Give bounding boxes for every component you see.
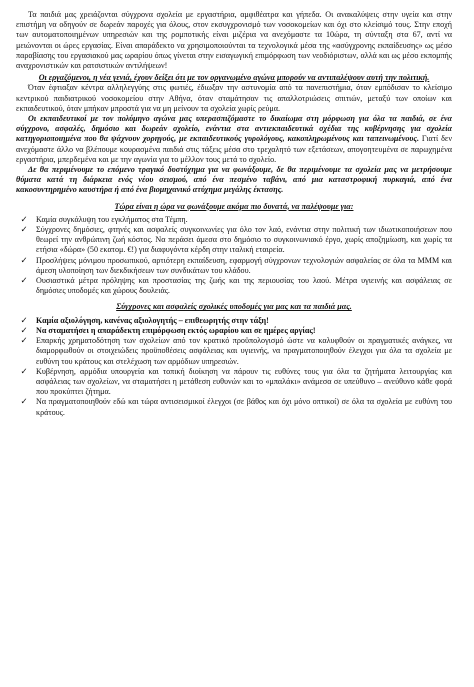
paragraph-wont-wait: Δε θα περιμένουμε το επόμενο τραγικό δυστύχημα για να φωνάξουμε, δε θα περιμένουμε τα σχολεία μας να μετρήσουμε θύματα κατά τη διάρκεια ενός νέου σεισμού, από ένα πεσμένο ταβάνι, από μια καταστροφική πυρκαγιά, από ένα κακοσυντηρημένο καυστήρα ή από ένα βιομηχανικό ατύχημα μεγάλης έκτασης.	[16, 165, 452, 195]
list-item-text: Καμία αξιολόγηση, κανένας αξιολογητής – επιθεωρητής στην τάξη!	[36, 315, 269, 325]
check-mark-icon: ✓	[20, 325, 28, 336]
list-item	[16, 316, 452, 326]
list-item-text: Προσλήψεις μόνιμου προσωπικού, αρτιότερη εκπαίδευση, εφαρμογή σύγχρονων τεχνολογιών ασφαλείας σε όλα τα ΜΜΜ και άμεση υλοποίηση των διεκδικήσεων των συνδικάτων του κλάδου.	[36, 255, 452, 275]
check-mark-icon: ✓	[20, 315, 28, 326]
list-item-text: Σύγχρονες δημόσιες, φτηνές και ασφαλείς συγκοινωνίες για όλο τον λαό, ενάντια στην πολιτική των ιδιωτικοποιήσεων που θεωρεί την ανθρώπινη ζωή κόστος. Να περάσει άμεσα στο δημόσιο το συγκοινωνιακό έργο, χωρίς αποζημίωση, και χωρίς τα ετήσια «δώρα» (50 εκατομ. €!) για διαφυγόντα κέρδη στην ιταλική εταιρεία.	[36, 225, 452, 255]
list-item	[16, 225, 452, 256]
check-mark-icon: ✓	[20, 255, 28, 266]
list-item	[16, 256, 452, 276]
check-mark-icon: ✓	[20, 214, 28, 225]
list-item	[16, 397, 452, 417]
list-item	[16, 336, 452, 367]
check-mark-icon: ✓	[20, 276, 28, 287]
list-item-text: Να πραγματοποιηθούν εδώ και τώρα αντισεισμικοί έλεγχοι (σε βάθος και όχι μόνο οπτικοί) σε όλα τα σχολεία με ευθύνη του κράτους.	[36, 397, 452, 417]
paragraph-teachers	[16, 114, 452, 165]
check-mark-icon: ✓	[20, 225, 28, 236]
heading-school-infrastructure: Σύγχρονες και ασφαλείς σχολικές υποδομές για μας και τα παιδιά μας.	[116, 302, 352, 312]
paragraph-teachers-rest: Γιατί δεν ανεχόμαστε άλλο να βλέπουμε κουρασμένα παιδιά στις τάξεις μέσα στο τρεχαλητό των εξετάσεων, απογοητευμένα σε παρωχημένα εργαστήρια, μπερδεμένα και με την αγωνία για το μέλλον τους μετά το σχολείο.	[16, 134, 452, 164]
demands-list-1	[16, 215, 452, 297]
paragraph-solidarity: Όταν έφτιαξαν κέντρα αλληλεγγύης στις φωτιές, έδιωξαν την αστυνομία από τα πανεπιστήμια, όταν εμπόδισαν το κλείσιμο κεντρικού παιδιατρικού νοσοκομείου στην Αθήνα, όταν σταμάτησαν τις απαλλοτριώσεις σπιτιών, μεταξύ των οποίων και εκπαιδευτικού, όταν μπήκαν μπροστά για να μη μείνουν τα σχολεία χωρίς ρεύμα.	[16, 83, 452, 113]
paragraph-teachers-bold: Οι εκπαιδευτικοί με τον πολύμηνο αγώνα μας υπερασπιζόμαστε το δικαίωμα στη μόρφωση για όλα τα παιδιά, σε ένα σύγχρονο, ασφαλές, δημόσιο και δωρεάν σχολείο, ενάντια στα αντιεκπαιδευτικά σχέδια της κυβέρνησης για σχολεία κατηγοριοποιημένα που θα ψάχνουν χορηγούς, με εκπαιδευτικούς γυρολόγους, κακοπληρωμένους και ταπεινωμένους.	[16, 114, 452, 144]
check-mark-icon: ✓	[20, 366, 28, 377]
intro-paragraph: Τα παιδιά μας χρειάζονται σύγχρονα σχολεία με εργαστήρια, αμφιθέατρα και γήπεδα. Οι ανακαλύψεις στην υγεία και στην επιστήμη να οδηγούν σε δωρεάν παροχές για όλους, στον εκσυγχρονισμό των νοσοκομείων και όχι στο κλείσιμό τους. Στην εποχή των αυτοματοποιημένων υπηρεσιών και της ρομποτικής είναι μιζέρια να ανεχόμαστε τα 10ώρα, τη σύνταξη στα 67, αντί να μειώνονται οι ώρες εργασίας. Είναι απαράδεκτο να χρησιμοποιούνται τα τεχνολογικά μέσα της «ασύγχρονης εκπαίδευσης» ως μέσο παραβίασης του εργασιακού μας ωραρίου όπως γίνεται στην εισαγωγική επιμόρφωση των νεοδιόριστων, αλλά και ως μέσο εκπομπής αναχρονιστικών και ρατσιστικών αντιλήψεων!	[16, 10, 452, 71]
check-mark-icon: ✓	[20, 336, 28, 347]
list-item-text: Να σταματήσει η απαράδεκτη επιμόρφωση εκτός ωραρίου και σε ημέρες αργίας!	[36, 325, 316, 335]
list-item-text: Ουσιαστικά μέτρα πρόληψης και προστασίας της ζωής και της περιουσίας του λαού. Μέτρα υγιεινής και ασφάλειας σε δημόσιες υποδομές και χώρους δουλειάς.	[36, 276, 452, 296]
list-item	[16, 276, 452, 296]
check-mark-icon: ✓	[20, 397, 28, 408]
list-item	[16, 215, 452, 225]
list-item	[16, 326, 452, 336]
list-item	[16, 367, 452, 398]
heading-workers-struggle: Οι εργαζόμενοι, η νέα γενιά, έχουν δείξει ότι με τον οργανωμένο αγώνα μπορούν να αντιπαλέψουν αυτή την πολιτική.	[38, 73, 430, 83]
list-item-text: Κυβέρνηση, αρμόδια υπουργεία και τοπική διοίκηση να πάρουν τις ευθύνες τους για όλα τα ζητήματα λειτουργίας και ασφάλειας των σχολείων, να σταματήσει η μετάθεση ευθυνών και το «μπαλάκι» ανάμεσα σε υπεύθυνο – ανεύθυνο κάθε φορά που προκύπτει ζήτημα.	[36, 366, 452, 397]
demands-list-2	[16, 316, 452, 418]
heading-now-is-time: Τώρα είναι η ώρα να φωνάξουμε ακόμα πιο δυνατά, να παλέψουμε για:	[114, 201, 354, 211]
list-item-text: Επαρκής χρηματοδότηση των σχολείων από τον κρατικό προϋπολογισμό ώστε να καλυφθούν οι πραγματικές ανάγκες, να διαμορφωθούν οι στοιχειώδεις προϋποθέσεις ασφάλειας και υγιεινής, να πραγματοποιηθούν έλεγχοι για όλα τα σχολεία με ευθύνη του κράτους και στελέχωση των αρμόδιων υπηρεσιών.	[36, 336, 452, 366]
list-item-text: Καμία συγκάλυψη του εγκλήματος στα Τέμπη.	[36, 214, 188, 224]
